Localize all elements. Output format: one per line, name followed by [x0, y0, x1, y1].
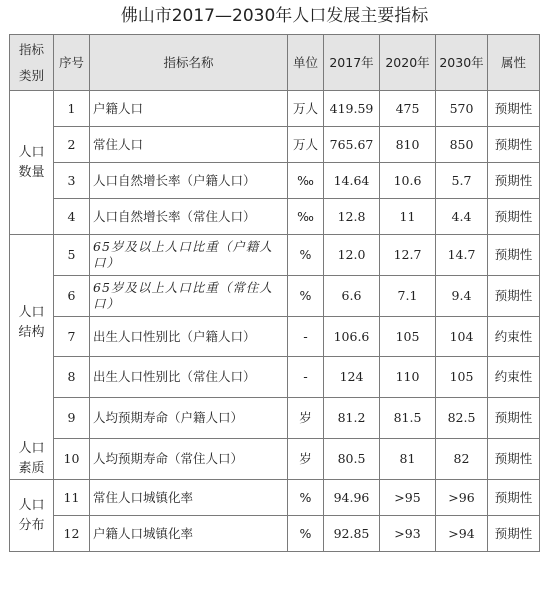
cell-2017: 419.59 — [324, 91, 380, 127]
cell-name: 出生人口性别比（常住人口） — [90, 357, 288, 398]
cell-seq: 8 — [54, 357, 90, 398]
cell-unit: % — [288, 235, 324, 276]
cell-unit: - — [288, 357, 324, 398]
header-unit: 单位 — [288, 35, 324, 91]
cell-seq: 7 — [54, 316, 90, 357]
cell-attr: 预期性 — [488, 275, 540, 316]
cell-attr: 预期性 — [488, 480, 540, 516]
cell-2020: 12.7 — [380, 235, 436, 276]
cell-seq: 4 — [54, 199, 90, 235]
header-seq: 序号 — [54, 35, 90, 91]
cell-unit: - — [288, 316, 324, 357]
cell-name: 人口自然增长率（常住人口） — [90, 199, 288, 235]
cell-2030: >94 — [436, 516, 488, 552]
table-row — [10, 235, 540, 276]
cell-name: 65岁及以上人口比重（常住人口） — [90, 275, 288, 316]
cell-seq: 10 — [54, 439, 90, 480]
cell-unit: % — [288, 516, 324, 552]
cell-2017: 94.96 — [324, 480, 380, 516]
table-row — [10, 439, 540, 480]
cell-unit: % — [288, 275, 324, 316]
cell-2030: 4.4 — [436, 199, 488, 235]
cell-2030: 82.5 — [436, 398, 488, 439]
cell-name: 人均预期寿命（常住人口） — [90, 439, 288, 480]
cell-2020: 475 — [380, 91, 436, 127]
cell-2030: 105 — [436, 357, 488, 398]
cell-attr: 预期性 — [488, 439, 540, 480]
cell-attr: 约束性 — [488, 316, 540, 357]
category-quality: 人口 素质 — [18, 441, 45, 476]
header-2017: 2017年 — [324, 35, 380, 91]
cell-2020: 81 — [380, 439, 436, 480]
cell-2020: 10.6 — [380, 163, 436, 199]
table-row — [10, 398, 540, 439]
cell-unit: 岁 — [288, 398, 324, 439]
cell-unit: 万人 — [288, 91, 324, 127]
indicator-table — [9, 34, 540, 552]
table-row — [10, 275, 540, 316]
cell-seq: 2 — [54, 127, 90, 163]
cell-2020: >93 — [380, 516, 436, 552]
cell-2017: 6.6 — [324, 275, 380, 316]
cell-2017: 765.67 — [324, 127, 380, 163]
cell-2017: 12.8 — [324, 199, 380, 235]
cell-2020: 105 — [380, 316, 436, 357]
cell-2030: 5.7 — [436, 163, 488, 199]
header-2030: 2030年 — [436, 35, 488, 91]
cell-seq: 1 — [54, 91, 90, 127]
cell-2020: 110 — [380, 357, 436, 398]
cell-seq: 9 — [54, 398, 90, 439]
category-structure-quality — [10, 235, 54, 480]
table-row — [10, 163, 540, 199]
cell-name: 常住人口 — [90, 127, 288, 163]
category-structure: 人口 结构 — [18, 305, 45, 340]
table-row — [10, 480, 540, 516]
cell-2030: 9.4 — [436, 275, 488, 316]
category-distribution: 人口 分布 — [10, 480, 54, 552]
header-row — [10, 35, 540, 91]
cell-name: 户籍人口 — [90, 91, 288, 127]
cell-2020: 810 — [380, 127, 436, 163]
cell-attr: 预期性 — [488, 398, 540, 439]
cell-attr: 预期性 — [488, 127, 540, 163]
page-title: 佛山市2017—2030年人口发展主要指标 — [120, 6, 429, 26]
table-row — [10, 316, 540, 357]
table-row — [10, 357, 540, 398]
cell-seq: 5 — [54, 235, 90, 276]
table-row — [10, 127, 540, 163]
cell-name: 户籍人口城镇化率 — [90, 516, 288, 552]
cell-seq: 12 — [54, 516, 90, 552]
cell-seq: 3 — [54, 163, 90, 199]
cell-seq: 6 — [54, 275, 90, 316]
cell-attr: 预期性 — [488, 91, 540, 127]
cell-2017: 80.5 — [324, 439, 380, 480]
cell-attr: 约束性 — [488, 357, 540, 398]
cell-name: 人均预期寿命（户籍人口） — [90, 398, 288, 439]
cell-attr: 预期性 — [488, 199, 540, 235]
cell-2030: 14.7 — [436, 235, 488, 276]
cell-2030: 570 — [436, 91, 488, 127]
category-quantity: 人口 数量 — [10, 91, 54, 235]
cell-2030: 104 — [436, 316, 488, 357]
cell-unit: % — [288, 480, 324, 516]
cell-name: 出生人口性别比（户籍人口） — [90, 316, 288, 357]
cell-2017: 81.2 — [324, 398, 380, 439]
header-category: 指标 类别 — [10, 35, 54, 91]
cell-2030: >96 — [436, 480, 488, 516]
cell-name: 人口自然增长率（户籍人口） — [90, 163, 288, 199]
cell-2030: 82 — [436, 439, 488, 480]
cell-seq: 11 — [54, 480, 90, 516]
cell-2017: 124 — [324, 357, 380, 398]
cell-2017: 92.85 — [324, 516, 380, 552]
cell-name: 常住人口城镇化率 — [90, 480, 288, 516]
cell-2030: 850 — [436, 127, 488, 163]
cell-2020: >95 — [380, 480, 436, 516]
cell-unit: ‰ — [288, 199, 324, 235]
table-row — [10, 516, 540, 552]
cell-2017: 14.64 — [324, 163, 380, 199]
header-attr: 属性 — [488, 35, 540, 91]
cell-unit: 岁 — [288, 439, 324, 480]
cell-name: 65岁及以上人口比重（户籍人口） — [90, 235, 288, 276]
cell-2020: 81.5 — [380, 398, 436, 439]
cell-2020: 7.1 — [380, 275, 436, 316]
cell-unit: ‰ — [288, 163, 324, 199]
cell-attr: 预期性 — [488, 163, 540, 199]
header-2020: 2020年 — [380, 35, 436, 91]
table-row — [10, 91, 540, 127]
cell-attr: 预期性 — [488, 235, 540, 276]
table-row — [10, 199, 540, 235]
cell-2017: 12.0 — [324, 235, 380, 276]
cell-attr: 预期性 — [488, 516, 540, 552]
cell-unit: 万人 — [288, 127, 324, 163]
header-name: 指标名称 — [90, 35, 288, 91]
cell-2020: 11 — [380, 199, 436, 235]
cell-2017: 106.6 — [324, 316, 380, 357]
